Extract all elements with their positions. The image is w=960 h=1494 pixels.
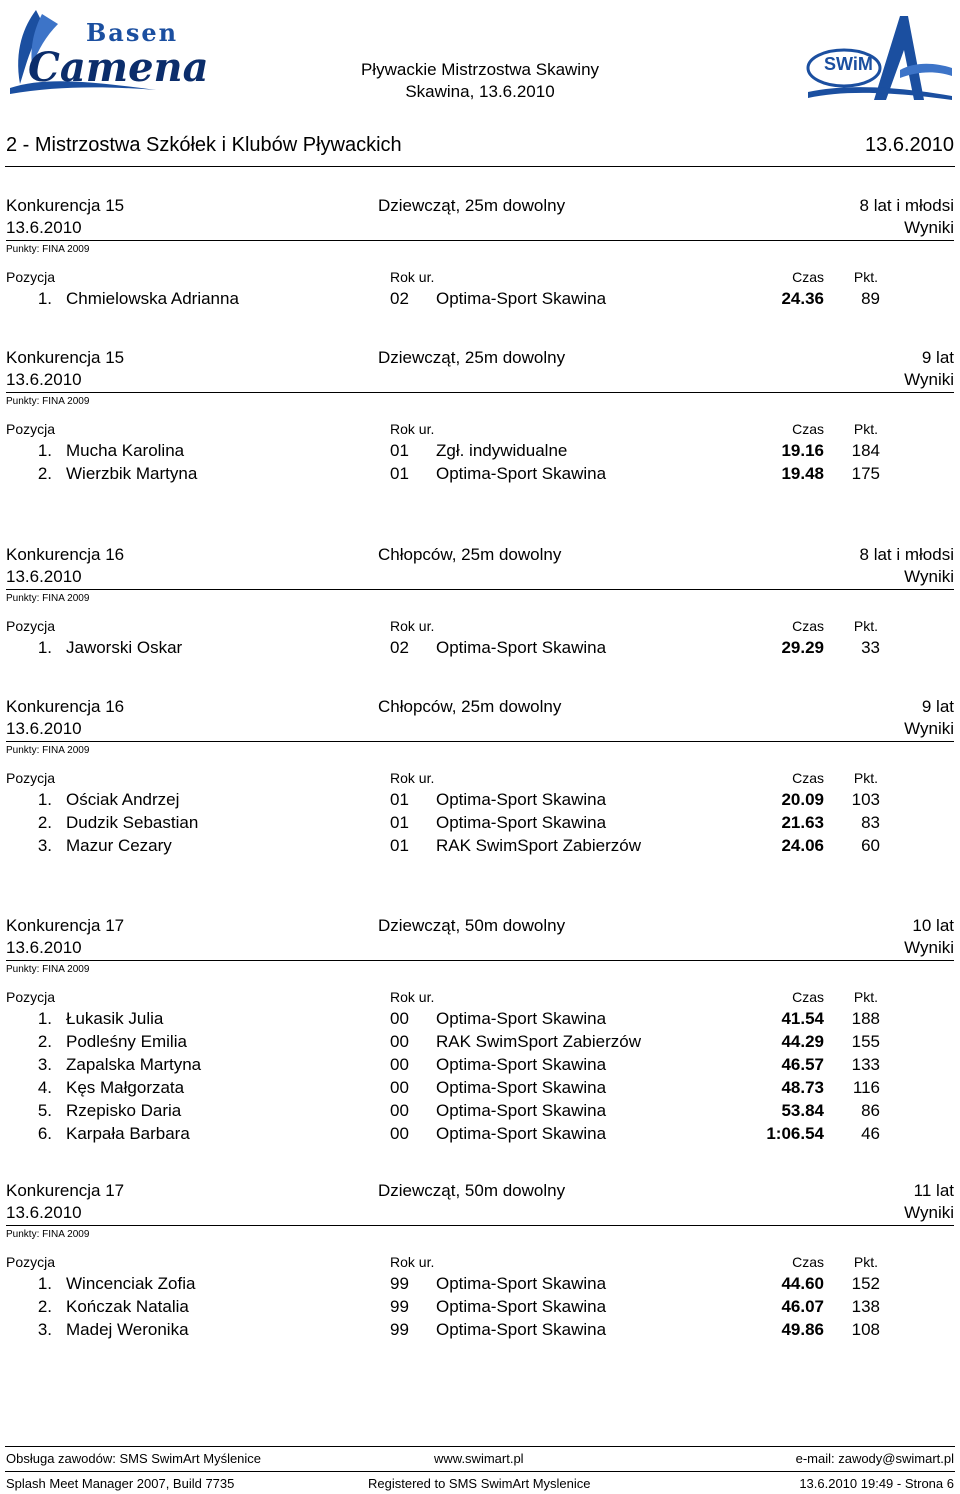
result-points: 46 bbox=[861, 1124, 880, 1143]
swimmer-name: Wincenciak Zofia bbox=[66, 1274, 196, 1293]
result-points: 188 bbox=[851, 1009, 880, 1028]
result-rank: 5. bbox=[37, 1101, 52, 1120]
event-points-note bbox=[6, 240, 954, 259]
result-points: 60 bbox=[861, 836, 880, 855]
result-rank: 1. bbox=[37, 289, 52, 308]
col-header-time: Czas bbox=[792, 770, 824, 786]
result-row bbox=[6, 1032, 954, 1055]
club-name: Optima-Sport Skawina bbox=[436, 813, 607, 832]
points-note-text: Punkty: FINA 2009 bbox=[6, 1229, 90, 1240]
event-header bbox=[6, 545, 954, 567]
col-header-position: Pozycja bbox=[6, 618, 56, 634]
event-block bbox=[6, 348, 954, 487]
result-rows bbox=[6, 790, 954, 859]
result-rows bbox=[6, 1274, 954, 1343]
event-date: 13.6.2010 bbox=[6, 567, 82, 586]
result-points: 116 bbox=[852, 1078, 880, 1097]
col-header-time: Czas bbox=[792, 421, 824, 437]
swimmer-name: Dudzik Sebastian bbox=[66, 813, 199, 832]
column-headers bbox=[6, 760, 954, 790]
event-date: 13.6.2010 bbox=[6, 1203, 82, 1222]
result-time: 1:06.54 bbox=[766, 1124, 824, 1143]
result-rank: 3. bbox=[37, 1320, 52, 1339]
result-points: 108 bbox=[851, 1320, 880, 1339]
event-block bbox=[6, 196, 954, 312]
result-rank: 1. bbox=[37, 1009, 52, 1028]
meet-title-row bbox=[6, 134, 954, 164]
swimmer-name: Rzepisko Daria bbox=[66, 1101, 182, 1120]
result-time: 48.73 bbox=[781, 1078, 824, 1097]
event-description: Dziewcząt, 50m dowolny bbox=[378, 916, 566, 935]
points-note-text: Punkty: FINA 2009 bbox=[6, 593, 90, 604]
col-header-time: Czas bbox=[792, 618, 824, 634]
col-header-points: Pkt. bbox=[853, 421, 878, 437]
club-name: Optima-Sport Skawina bbox=[436, 1009, 607, 1028]
column-headers bbox=[6, 411, 954, 441]
swimmer-name: Madej Weronika bbox=[66, 1320, 189, 1339]
col-header-points: Pkt. bbox=[853, 989, 878, 1005]
col-header-year: Rok ur. bbox=[390, 618, 435, 634]
result-points: 133 bbox=[851, 1055, 880, 1074]
club-name: RAK SwimSport Zabierzów bbox=[436, 836, 642, 855]
result-rank: 1. bbox=[37, 441, 52, 460]
result-rank: 6. bbox=[37, 1124, 52, 1143]
club-name: Optima-Sport Skawina bbox=[436, 464, 607, 483]
event-description: Dziewcząt, 50m dowolny bbox=[378, 1181, 566, 1200]
birth-year: 01 bbox=[390, 813, 409, 832]
result-rank: 4. bbox=[37, 1078, 52, 1097]
col-header-points: Pkt. bbox=[853, 770, 878, 786]
birth-year: 00 bbox=[390, 1009, 409, 1028]
col-header-position: Pozycja bbox=[6, 1254, 56, 1270]
footer-email[interactable]: e-mail: zawody@swimart.pl bbox=[795, 1451, 954, 1466]
result-time: 49.86 bbox=[781, 1320, 824, 1339]
result-rows bbox=[6, 441, 954, 487]
col-header-time: Czas bbox=[792, 269, 824, 285]
event-header bbox=[6, 348, 954, 370]
event-title: Konkurencja 16 bbox=[6, 545, 125, 564]
result-time: 53.84 bbox=[781, 1101, 824, 1120]
event-subheader bbox=[6, 567, 954, 589]
col-header-points: Pkt. bbox=[853, 1254, 878, 1270]
result-time: 29.29 bbox=[781, 638, 824, 657]
event-subheader bbox=[6, 1203, 954, 1225]
result-time: 20.09 bbox=[781, 790, 824, 809]
event-block bbox=[6, 545, 954, 661]
result-rank: 3. bbox=[37, 836, 52, 855]
col-header-year: Rok ur. bbox=[390, 989, 435, 1005]
event-date: 13.6.2010 bbox=[6, 218, 82, 237]
swimmer-name: Jaworski Oskar bbox=[66, 638, 183, 657]
col-header-points: Pkt. bbox=[853, 269, 878, 285]
result-row bbox=[6, 638, 954, 661]
swimmer-name: Kończak Natalia bbox=[66, 1297, 189, 1316]
result-time: 46.57 bbox=[781, 1055, 824, 1074]
club-name: RAK SwimSport Zabierzów bbox=[436, 1032, 642, 1051]
col-header-time: Czas bbox=[792, 989, 824, 1005]
swimmer-name: Zapalska Martyna bbox=[66, 1055, 202, 1074]
birth-year: 99 bbox=[390, 1320, 409, 1339]
event-status: Wyniki bbox=[904, 370, 954, 389]
event-description: Dziewcząt, 25m dowolny bbox=[378, 196, 566, 215]
column-headers bbox=[6, 608, 954, 638]
birth-year: 01 bbox=[390, 441, 409, 460]
result-points: 33 bbox=[861, 638, 880, 657]
result-row bbox=[6, 813, 954, 836]
logo-swim-text: SWiM bbox=[824, 54, 873, 74]
meet-date: 13.6.2010 bbox=[865, 134, 954, 156]
event-header bbox=[6, 697, 954, 719]
swimmer-name: Łukasik Julia bbox=[66, 1009, 164, 1028]
event-header bbox=[6, 1181, 954, 1203]
result-time: 21.63 bbox=[781, 813, 824, 832]
meet-divider bbox=[5, 166, 955, 167]
result-time: 24.36 bbox=[781, 289, 824, 308]
result-row bbox=[6, 1320, 954, 1343]
competition-place-date: Skawina, 13.6.2010 bbox=[405, 82, 555, 101]
event-status: Wyniki bbox=[904, 567, 954, 586]
birth-year: 01 bbox=[390, 790, 409, 809]
column-headers bbox=[6, 1244, 954, 1274]
event-points-note bbox=[6, 1225, 954, 1244]
event-subheader bbox=[6, 938, 954, 960]
club-name: Optima-Sport Skawina bbox=[436, 1124, 607, 1143]
birth-year: 00 bbox=[390, 1124, 409, 1143]
result-points: 86 bbox=[861, 1101, 880, 1120]
col-header-position: Pozycja bbox=[6, 269, 56, 285]
event-title: Konkurencja 17 bbox=[6, 916, 125, 935]
event-title: Konkurencja 15 bbox=[6, 348, 125, 367]
event-age-group: 10 lat bbox=[912, 916, 954, 935]
event-description: Chłopców, 25m dowolny bbox=[378, 545, 562, 564]
swimmer-name: Mucha Karolina bbox=[66, 441, 185, 460]
result-rank: 2. bbox=[37, 813, 52, 832]
club-name: Optima-Sport Skawina bbox=[436, 1297, 607, 1316]
event-subheader bbox=[6, 218, 954, 240]
club-name: Optima-Sport Skawina bbox=[436, 638, 607, 657]
logo-camena-text: Camena bbox=[28, 44, 209, 91]
event-date: 13.6.2010 bbox=[6, 938, 82, 957]
result-points: 83 bbox=[861, 813, 880, 832]
result-time: 19.48 bbox=[781, 464, 824, 483]
col-header-points: Pkt. bbox=[853, 618, 878, 634]
footer-printed: 13.6.2010 19:49 - Strona 6 bbox=[799, 1476, 954, 1491]
points-note-text: Punkty: FINA 2009 bbox=[6, 745, 90, 756]
footer-row-2 bbox=[6, 1476, 954, 1494]
event-title: Konkurencja 15 bbox=[6, 196, 125, 215]
birth-year: 00 bbox=[390, 1055, 409, 1074]
footer-registered: Registered to SMS SwimArt Myslenice bbox=[368, 1476, 591, 1491]
club-name: Optima-Sport Skawina bbox=[436, 1101, 607, 1120]
event-title: Konkurencja 17 bbox=[6, 1181, 125, 1200]
footer-software: Splash Meet Manager 2007, Build 7735 bbox=[6, 1476, 235, 1491]
event-status: Wyniki bbox=[904, 218, 954, 237]
meet-name: 2 - Mistrzostwa Szkółek i Klubów Pływackich bbox=[6, 134, 402, 156]
result-row bbox=[6, 1101, 954, 1124]
result-rank: 2. bbox=[37, 1032, 52, 1051]
footer-divider-top bbox=[5, 1446, 955, 1447]
result-row bbox=[6, 836, 954, 859]
result-time: 44.29 bbox=[781, 1032, 824, 1051]
event-subheader bbox=[6, 719, 954, 741]
swimmer-name: Karpała Barbara bbox=[66, 1124, 190, 1143]
birth-year: 00 bbox=[390, 1078, 409, 1097]
club-name: Zgł. indywidualne bbox=[436, 441, 568, 460]
event-subheader bbox=[6, 370, 954, 392]
result-row bbox=[6, 1297, 954, 1320]
footer-row-1 bbox=[6, 1451, 954, 1469]
event-block bbox=[6, 697, 954, 859]
result-row bbox=[6, 464, 954, 487]
result-rank: 2. bbox=[37, 464, 52, 483]
event-date: 13.6.2010 bbox=[6, 370, 82, 389]
points-note-text: Punkty: FINA 2009 bbox=[6, 396, 90, 407]
event-status: Wyniki bbox=[904, 1203, 954, 1222]
event-age-group: 9 lat bbox=[921, 348, 954, 367]
col-header-year: Rok ur. bbox=[390, 421, 435, 437]
column-headers bbox=[6, 259, 954, 289]
swimmer-name: Podleśny Emilia bbox=[66, 1032, 187, 1051]
event-age-group: 8 lat i młodsi bbox=[859, 196, 954, 215]
result-row bbox=[6, 1055, 954, 1078]
result-time: 41.54 bbox=[781, 1009, 824, 1028]
result-points: 175 bbox=[851, 464, 880, 483]
footer-website[interactable]: www.swimart.pl bbox=[434, 1451, 524, 1466]
col-header-position: Pozycja bbox=[6, 770, 56, 786]
result-time: 19.16 bbox=[781, 441, 824, 460]
birth-year: 99 bbox=[390, 1297, 409, 1316]
result-points: 138 bbox=[851, 1297, 880, 1316]
event-points-note bbox=[6, 392, 954, 411]
result-points: 103 bbox=[851, 790, 880, 809]
result-row bbox=[6, 1078, 954, 1101]
birth-year: 99 bbox=[390, 1274, 409, 1293]
col-header-position: Pozycja bbox=[6, 421, 56, 437]
event-status: Wyniki bbox=[904, 938, 954, 957]
event-title: Konkurencja 16 bbox=[6, 697, 125, 716]
result-time: 44.60 bbox=[781, 1274, 824, 1293]
competition-title: Pływackie Mistrzostwa Skawiny bbox=[360, 60, 600, 79]
event-block bbox=[6, 1181, 954, 1343]
col-header-position: Pozycja bbox=[6, 989, 56, 1005]
swimart-logo bbox=[804, 10, 954, 106]
event-points-note bbox=[6, 960, 954, 979]
event-age-group: 11 lat bbox=[913, 1181, 954, 1200]
club-name: Optima-Sport Skawina bbox=[436, 790, 607, 809]
club-name: Optima-Sport Skawina bbox=[436, 1274, 607, 1293]
event-block bbox=[6, 916, 954, 1147]
club-name: Optima-Sport Skawina bbox=[436, 1320, 607, 1339]
col-header-year: Rok ur. bbox=[390, 269, 435, 285]
swimmer-name: Wierzbik Martyna bbox=[66, 464, 198, 483]
col-header-year: Rok ur. bbox=[390, 1254, 435, 1270]
birth-year: 02 bbox=[390, 289, 409, 308]
footer-service: Obsługa zawodów: SMS SwimArt Myślenice bbox=[6, 1451, 262, 1466]
result-points: 89 bbox=[861, 289, 880, 308]
result-row bbox=[6, 1009, 954, 1032]
column-headers bbox=[6, 979, 954, 1009]
event-points-note bbox=[6, 741, 954, 760]
club-name: Optima-Sport Skawina bbox=[436, 1078, 607, 1097]
swimmer-name: Mazur Cezary bbox=[66, 836, 172, 855]
points-note-text: Punkty: FINA 2009 bbox=[6, 964, 90, 975]
result-row bbox=[6, 289, 954, 312]
event-status: Wyniki bbox=[904, 719, 954, 738]
birth-year: 00 bbox=[390, 1101, 409, 1120]
result-time: 24.06 bbox=[781, 836, 824, 855]
swimmer-name: Kęs Małgorzata bbox=[66, 1078, 185, 1097]
page-header bbox=[0, 0, 960, 112]
points-note-text: Punkty: FINA 2009 bbox=[6, 244, 90, 255]
result-rows bbox=[6, 289, 954, 312]
event-age-group: 9 lat bbox=[921, 697, 954, 716]
result-rank: 1. bbox=[37, 790, 52, 809]
club-name: Optima-Sport Skawina bbox=[436, 289, 607, 308]
event-date: 13.6.2010 bbox=[6, 719, 82, 738]
event-header bbox=[6, 196, 954, 218]
result-rows bbox=[6, 638, 954, 661]
event-description: Dziewcząt, 25m dowolny bbox=[378, 348, 566, 367]
event-age-group: 8 lat i młodsi bbox=[859, 545, 954, 564]
result-rank: 1. bbox=[37, 638, 52, 657]
result-row bbox=[6, 1124, 954, 1147]
event-description: Chłopców, 25m dowolny bbox=[378, 697, 562, 716]
result-points: 155 bbox=[851, 1032, 880, 1051]
birth-year: 01 bbox=[390, 464, 409, 483]
result-rank: 3. bbox=[37, 1055, 52, 1074]
result-points: 152 bbox=[851, 1274, 880, 1293]
result-rows bbox=[6, 1009, 954, 1147]
birth-year: 01 bbox=[390, 836, 409, 855]
club-name: Optima-Sport Skawina bbox=[436, 1055, 607, 1074]
result-row bbox=[6, 790, 954, 813]
result-time: 46.07 bbox=[781, 1297, 824, 1316]
col-header-year: Rok ur. bbox=[390, 770, 435, 786]
birth-year: 02 bbox=[390, 638, 409, 657]
swimmer-name: Ościak Andrzej bbox=[66, 790, 180, 809]
result-row bbox=[6, 1274, 954, 1297]
birth-year: 00 bbox=[390, 1032, 409, 1051]
event-header bbox=[6, 916, 954, 938]
result-rank: 2. bbox=[37, 1297, 52, 1316]
event-points-note bbox=[6, 589, 954, 608]
result-row bbox=[6, 441, 954, 464]
result-points: 184 bbox=[851, 441, 880, 460]
col-header-time: Czas bbox=[792, 1254, 824, 1270]
logo-basen-text: Basen bbox=[86, 18, 179, 47]
swimmer-name: Chmielowska Adrianna bbox=[66, 289, 239, 308]
result-rank: 1. bbox=[37, 1274, 52, 1293]
footer-divider-bottom bbox=[5, 1471, 955, 1472]
